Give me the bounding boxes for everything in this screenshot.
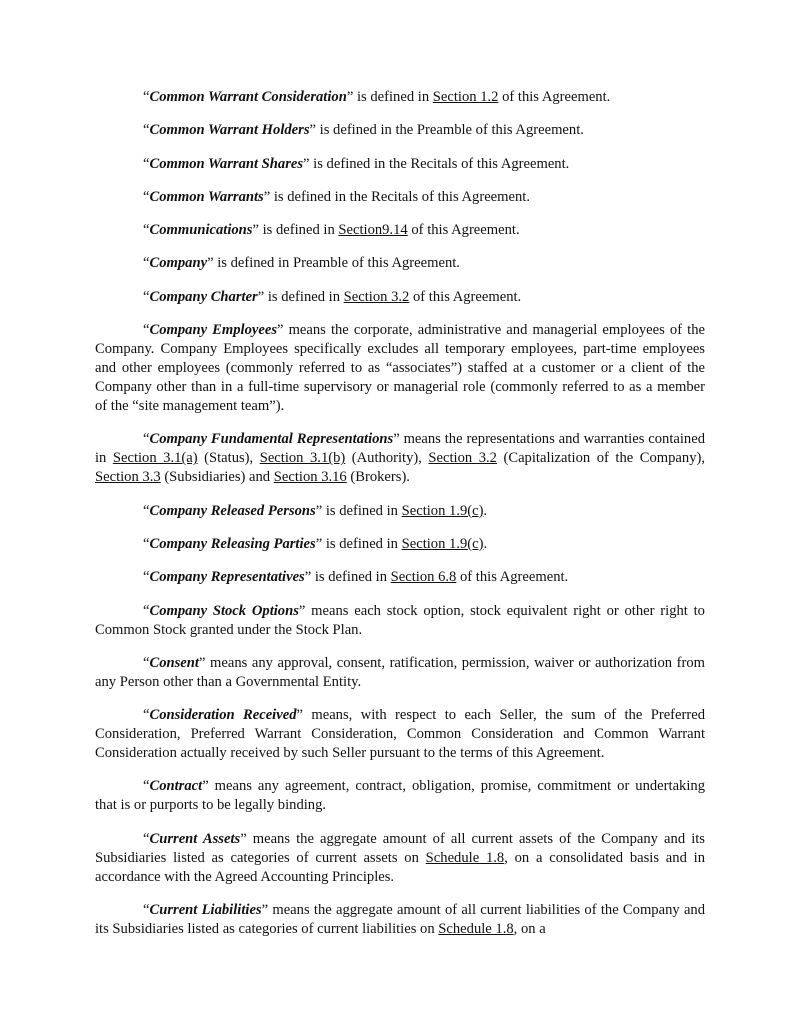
definition-text: “ xyxy=(143,222,150,239)
definition-text: , on a consolidated basis and in accordance with the Agreed Accounting Principles. xyxy=(95,849,706,885)
definition-paragraph xyxy=(95,254,705,273)
section-reference-link[interactable]: Section 1.9(c) xyxy=(401,502,484,519)
defined-term: Company Fundamental Representations xyxy=(149,431,394,448)
definition-text: , on a xyxy=(513,921,546,938)
definition-text: “ xyxy=(143,255,150,272)
section-reference-link[interactable]: Section 1.9(c) xyxy=(401,535,484,552)
definition-text: (Status), xyxy=(197,450,260,467)
definition-text: “ xyxy=(143,535,150,552)
definition-text: “ xyxy=(143,778,150,795)
definition-paragraph xyxy=(95,602,705,640)
section-reference-link[interactable]: Schedule 1.8 xyxy=(425,849,505,866)
definition-text: ” means each stock option, stock equivalent right or other right to Common Stock granted under the Stock Plan. xyxy=(95,602,705,638)
definition-text: ” is defined in Preamble of this Agreement. xyxy=(207,255,460,272)
definition-paragraph xyxy=(95,706,705,763)
definition-paragraph xyxy=(95,88,705,107)
definition-text: “ xyxy=(143,902,150,919)
defined-term: Contract xyxy=(149,778,203,795)
definition-text: ” is defined in xyxy=(315,502,402,519)
definition-paragraph xyxy=(95,502,705,521)
defined-term: Communications xyxy=(149,222,253,239)
defined-term: Common Warrant Holders xyxy=(149,122,310,139)
definition-text: ” means, with respect to each Seller, the sum of the Preferred Consideration, Preferred Warrant Consideration, Common Consideration and Common Warrant Consideration actually received by such Seller pursuant to the terms of this Agreement. xyxy=(95,707,705,762)
definition-text: . xyxy=(483,535,488,552)
section-reference-link[interactable]: Section 3.1(a) xyxy=(112,450,198,467)
definition-text: “ xyxy=(143,122,150,139)
section-reference-link[interactable]: Section 3.3 xyxy=(95,469,161,486)
definition-text: ” is defined in the Recitals of this Agreement. xyxy=(303,155,570,172)
definition-text: . xyxy=(483,502,488,519)
definition-text: “ xyxy=(143,288,150,305)
section-reference-link[interactable]: Section9.14 xyxy=(338,222,408,239)
definition-paragraph xyxy=(95,188,705,207)
defined-term: Company Representatives xyxy=(149,569,305,586)
definition-text: ” is defined in xyxy=(304,569,391,586)
definition-text: ” means the corporate, administrative and managerial employees of the Company. Company Employees specifically excludes all temporary employees, part-time employees and other employees (commonly referred to as “associates”) staffed at a customer or a client of the Company other than in a full-time supervisory or managerial role (commonly referred to as a member of the “site management team”). xyxy=(95,322,705,415)
definition-text: “ xyxy=(143,431,150,448)
definition-paragraph xyxy=(95,221,705,240)
defined-term: Common Warrant Shares xyxy=(149,155,304,172)
definition-text: “ xyxy=(143,89,150,105)
definition-paragraph xyxy=(95,901,705,939)
definition-text: ” is defined in the Preamble of this Agreement. xyxy=(309,122,584,139)
definition-text: ” is defined in xyxy=(252,222,339,239)
section-reference-link[interactable]: Section 6.8 xyxy=(390,569,457,586)
defined-term: Company Employees xyxy=(149,322,277,339)
definitions-list xyxy=(95,88,705,939)
definition-text: (Capitalization of the Company), xyxy=(496,450,706,467)
definition-text: ” means the representations and warranties contained in xyxy=(95,431,705,467)
definition-text: (Brokers). xyxy=(346,469,410,486)
definition-text: ” means any agreement, contract, obligation, promise, commitment or undertaking that is or purports to be legally binding. xyxy=(95,778,705,814)
defined-term: Consideration Received xyxy=(149,707,297,724)
definition-text: “ xyxy=(143,830,150,847)
definition-text: ” is defined in xyxy=(346,89,433,105)
defined-term: Company Stock Options xyxy=(149,602,299,619)
defined-term: Company xyxy=(149,255,208,272)
definition-text: “ xyxy=(143,502,150,519)
section-reference-link[interactable]: Section 3.16 xyxy=(273,469,347,486)
definition-paragraph xyxy=(95,654,705,692)
definition-paragraph xyxy=(95,121,705,140)
definition-text: ” means the aggregate amount of all current liabilities of the Company and its Subsidiaries listed as categories of current liabilities on xyxy=(95,902,706,938)
document-page xyxy=(95,88,705,953)
definition-paragraph xyxy=(95,430,705,487)
defined-term: Current Liabilities xyxy=(149,902,262,919)
definition-paragraph xyxy=(95,535,705,554)
defined-term: Company Charter xyxy=(149,288,258,305)
section-reference-link[interactable]: Section 1.2 xyxy=(432,89,499,105)
definition-text: (Subsidiaries) and xyxy=(160,469,274,486)
definition-text: “ xyxy=(143,602,150,619)
definition-text: “ xyxy=(143,322,150,339)
definition-paragraph xyxy=(95,155,705,174)
section-reference-link[interactable]: Section 3.2 xyxy=(343,288,410,305)
definition-text: of this Agreement. xyxy=(409,288,522,305)
definition-text: “ xyxy=(143,155,150,172)
definition-text: ” means any approval, consent, ratification, permission, waiver or authorization from any Person other than a Governmental Entity. xyxy=(95,654,705,690)
definition-text: of this Agreement. xyxy=(498,89,611,105)
defined-term: Common Warrants xyxy=(149,188,264,205)
definition-text: of this Agreement. xyxy=(456,569,569,586)
definition-text: “ xyxy=(143,569,150,586)
definition-paragraph xyxy=(95,568,705,587)
definition-text: ” is defined in the Recitals of this Agreement. xyxy=(263,188,530,205)
definition-paragraph xyxy=(95,288,705,307)
defined-term: Consent xyxy=(149,654,199,671)
definition-text: “ xyxy=(143,188,150,205)
defined-term: Current Assets xyxy=(149,830,241,847)
definition-text: ” is defined in xyxy=(315,535,402,552)
definition-text: ” is defined in xyxy=(257,288,344,305)
definition-text: ” means the aggregate amount of all current assets of the Company and its Subsidiaries listed as categories of current assets on xyxy=(95,830,705,866)
defined-term: Company Releasing Parties xyxy=(149,535,316,552)
section-reference-link[interactable]: Section 3.2 xyxy=(428,450,497,467)
definition-paragraph xyxy=(95,830,705,887)
definition-text: “ xyxy=(143,654,150,671)
definition-text: “ xyxy=(143,707,150,724)
definition-paragraph xyxy=(95,777,705,815)
section-reference-link[interactable]: Schedule 1.8 xyxy=(438,921,514,938)
defined-term: Common Warrant Consideration xyxy=(149,89,347,105)
section-reference-link[interactable]: Section 3.1(b) xyxy=(259,450,346,467)
definition-text: of this Agreement. xyxy=(407,222,520,239)
defined-term: Company Released Persons xyxy=(149,502,316,519)
definition-text: (Authority), xyxy=(345,450,429,467)
definition-paragraph xyxy=(95,321,705,416)
